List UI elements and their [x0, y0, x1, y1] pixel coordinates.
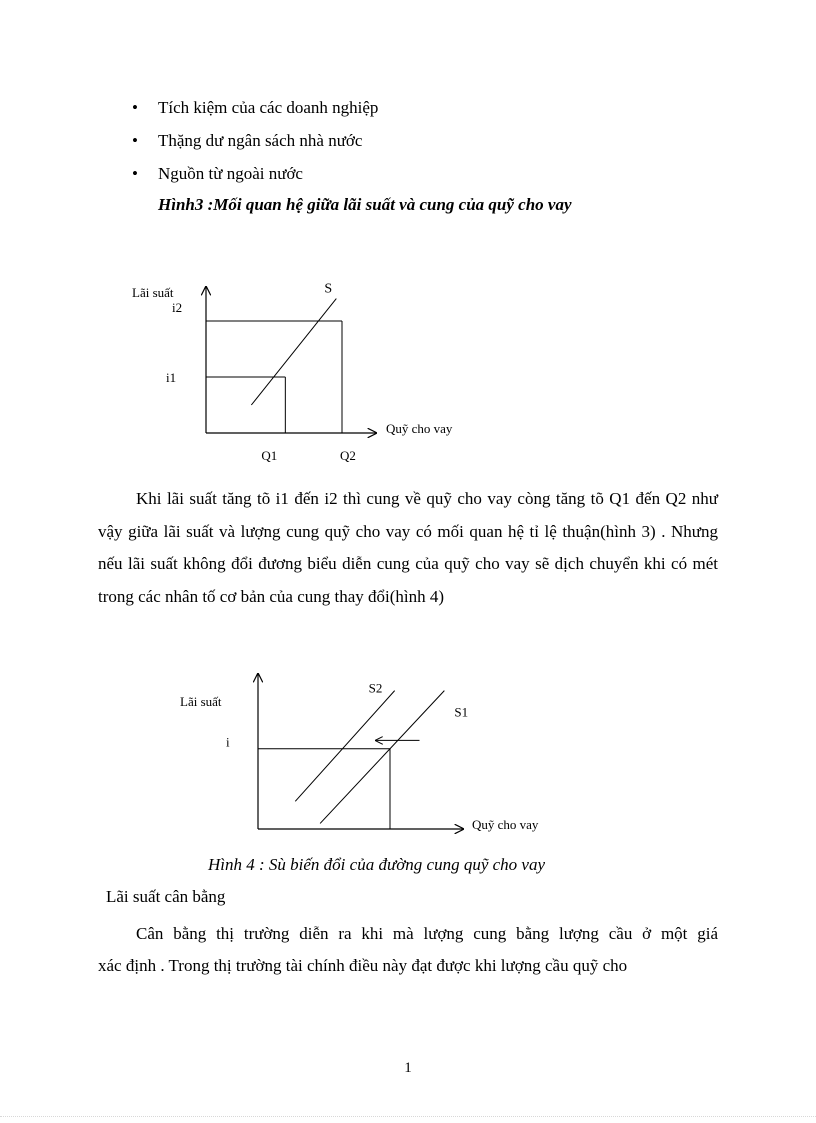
page-number: 1: [404, 1060, 412, 1076]
tick-label-i2: i2: [172, 300, 183, 315]
bullet-marker: •: [132, 164, 138, 183]
y-axis-label: Lãi suất: [180, 694, 222, 709]
bullet-text: Thặng dư ngân sách nhà nước: [158, 131, 363, 150]
supply-curve-s: [251, 299, 336, 405]
supply-curve-s1-label: S1: [454, 704, 469, 720]
supply-curve-s1: [320, 691, 444, 824]
paragraph-2: [98, 918, 718, 982]
x-axis-label: Quỹ cho vay: [472, 817, 539, 832]
y-axis-label: Lãi suất: [132, 285, 174, 300]
figure4-chart: [170, 650, 570, 845]
figure3-chart: [120, 275, 480, 470]
bullet-text: Tích kiệm của các doanh nghiệp: [158, 98, 379, 117]
bullet-item: [128, 95, 378, 128]
page-bottom-divider: [0, 1116, 816, 1117]
paragraph-2-line-2: xác định . Trong thị trường tài chính điều này đạt được khi lượng cầu quỹ cho: [98, 956, 628, 975]
supply-curve-s2: [295, 691, 394, 802]
supply-curve-label: S: [324, 281, 333, 297]
bullet-marker: •: [132, 131, 138, 150]
tick-label-i: i: [226, 734, 230, 750]
bullet-item: [128, 128, 378, 161]
paragraph-2-line-1: Cân bằng thị trường diễn ra khi mà lượng cung bằng lượng cầu ở một giá: [136, 924, 718, 943]
paragraph-1-text: Khi lãi suất tăng tõ i1 đến i2 thì cung về quỹ cho vay còng tăng tõ Q1 đến Q2 như vậy giữa lãi suất và lượng cung quỹ cho vay có mối quan hệ tỉ lệ thuận(hình 3) . Nhưng nếu lãi suất không đổi đương biểu diễn cung của quỹ cho vay sẽ dịch chuyển khi có mét trong các nhân tố cơ bản của cung thay đổi(hình 4): [98, 489, 718, 606]
section-heading: Lãi suất cân bằng: [106, 887, 226, 906]
figure3-title: Hình3 :Mối quan hệ giữa lãi suất và cung của quỹ cho vay: [158, 195, 572, 214]
tick-label-q2: Q2: [340, 448, 356, 463]
bullet-marker: •: [132, 98, 138, 117]
supply-curve-s2-label: S2: [368, 680, 383, 696]
bullet-list: [128, 95, 378, 194]
x-axis-label: Quỹ cho vay: [386, 421, 453, 436]
tick-label-i1: i1: [166, 370, 177, 385]
bullet-item: [128, 161, 378, 194]
tick-label-q1: Q1: [261, 448, 278, 463]
paragraph-1: [98, 483, 718, 613]
bullet-text: Nguồn từ ngoài nước: [158, 164, 303, 183]
figure4-caption: Hình 4 : Sù biến đổi của đường cung quỹ cho vay: [208, 855, 546, 874]
